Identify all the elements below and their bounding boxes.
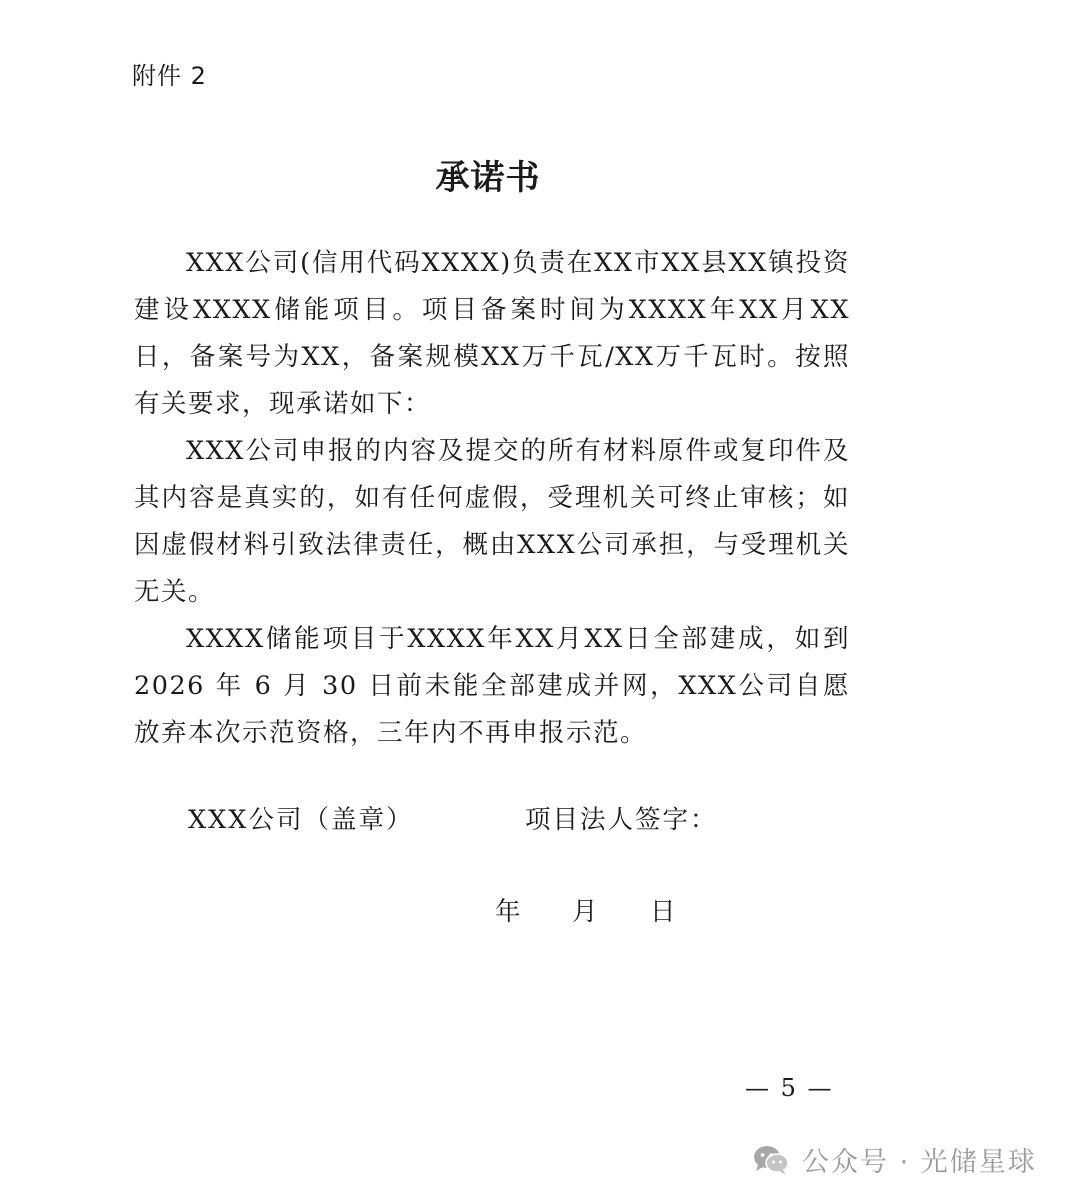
annex-label: 附件 2 xyxy=(132,62,207,90)
paragraph-truthfulness: XXX公司申报的内容及提交的所有材料原件或复印件及其内容是真实的，如有任何虚假，受理机关可终止审核；如因虚假材料引致法律责任，概由XXX公司承担，与受理机关无关。 xyxy=(134,436,850,607)
paragraph-intro: XXX公司(信用代码XXXX)负责在XX市XX县XX镇投资建设XXXX储能项目。项目备案时间为XXXX年XX月XX日，备案号为XX，备案规模XX万千瓦/XX万千瓦时。按照有关要求，现承诺如下： xyxy=(134,248,850,419)
wechat-watermark xyxy=(752,1140,1037,1179)
date-day-label: 日 xyxy=(650,897,676,927)
paragraph-completion: XXXX储能项目于XXXX年XX月XX日全部建成，如到 2026 年 6 月 30 日前未能全部建成并网，XXX公司自愿放弃本次示范资格，三年内不再申报示范。 xyxy=(134,624,850,748)
document-title: 承诺书 xyxy=(435,158,541,198)
legal-person-signature-label: 项目法人签字： xyxy=(525,805,718,835)
watermark-text: 公众号 · 光储星球 xyxy=(802,1147,1037,1178)
date-year-label: 年 xyxy=(495,897,521,927)
date-month-label: 月 xyxy=(572,897,598,927)
document-body xyxy=(134,240,850,757)
wechat-icon xyxy=(752,1144,790,1176)
company-seal-label: XXX公司（盖章） xyxy=(188,805,414,835)
page-number: — 5 — xyxy=(745,1074,834,1102)
